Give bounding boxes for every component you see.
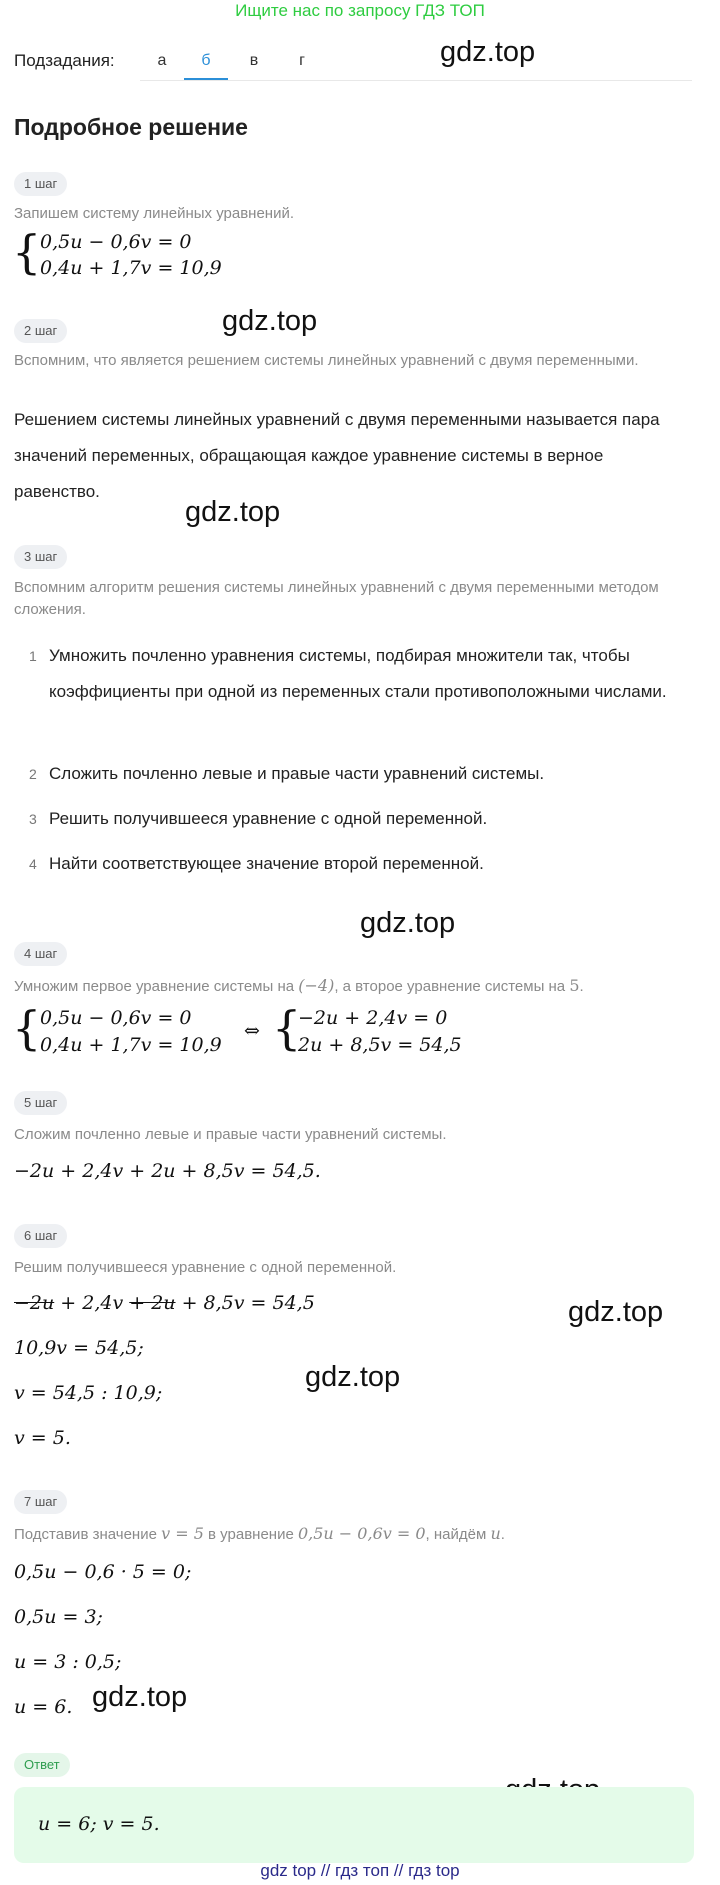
tab-a[interactable]: а [157, 52, 167, 69]
equation: −2u + 2,4v = 0 [298, 1007, 448, 1029]
step-badge: 4 шаг [14, 942, 67, 966]
watermark: gdz.top [568, 1296, 664, 1328]
watermark: gdz.top [92, 1681, 188, 1713]
equation: u = 3 : 0,5; [14, 1651, 122, 1673]
step-hint: Запишем систему линейных уравнений. [14, 205, 295, 222]
answer-text: u = 6; v = 5. [38, 1813, 160, 1835]
watermark: gdz.top [185, 496, 281, 528]
step-hint: Вспомним алгоритм решения системы линейных уравнений с двумя переменными методом сложения. [14, 579, 659, 618]
equation: u = 6. [14, 1696, 73, 1718]
equation: 10,9v = 54,5; [14, 1337, 144, 1359]
step-badge: 6 шаг [14, 1224, 67, 1248]
list-item-text: Решить получившееся уравнение с одной переменной. [49, 809, 488, 828]
hint-math: (−4) [298, 976, 335, 995]
equation: 2u + 8,5v = 54,5 [298, 1034, 462, 1056]
hint-math: 0,5u − 0,6v = 0 [297, 1524, 426, 1543]
equation: v = 5. [14, 1427, 71, 1449]
answer-badge: Ответ [14, 1753, 70, 1777]
step-hint: Решим получившееся уравнение с одной переменной. [14, 1259, 397, 1276]
list-item-text: Сложить почленно левые и правые части уравнений системы. [49, 764, 545, 783]
equivalence-arrow: ⇔ [244, 1020, 260, 1042]
hint-text: Умножим первое уравнение системы на [14, 978, 299, 995]
watermark: gdz.top [440, 36, 536, 68]
equation: 0,5u − 0,6v = 0 [40, 1007, 192, 1029]
hint-text: в уравнение [203, 1526, 298, 1543]
footer-link[interactable]: гдз top [408, 1861, 460, 1880]
list-item-text: Умножить почленно уравнения системы, подбирая множители так, чтобы коэффициенты при одной из переменных стали противоположными числами. [49, 646, 667, 701]
hint-text: Подставив значение [14, 1526, 162, 1543]
step-hint [14, 975, 664, 998]
footer-separator: // [393, 1861, 404, 1880]
step-badge: 7 шаг [14, 1490, 67, 1514]
step-badge: 1 шаг [14, 172, 67, 196]
step-badge: 5 шаг [14, 1091, 67, 1115]
hint-text: . [579, 978, 584, 995]
tabs-divider [140, 80, 692, 81]
hint-text: . [500, 1526, 505, 1543]
equation: 0,5u − 0,6v = 0 [40, 231, 192, 253]
hint-math: u [490, 1524, 501, 1543]
equation: v = 54,5 : 10,9; [14, 1382, 163, 1404]
hint-math: v = 5 [161, 1524, 204, 1543]
system-brace: { [12, 225, 42, 279]
footer-separator: // [320, 1861, 331, 1880]
equation: −2u + 2,4v + 2u + 8,5v = 54,5. [14, 1160, 321, 1182]
equation [14, 1292, 315, 1314]
tab-v[interactable]: в [249, 52, 259, 69]
footer-link[interactable]: гдз топ [335, 1861, 390, 1880]
step-hint: Сложим почленно левые и правые части уравнений системы. [14, 1126, 447, 1143]
hint-math: 5 [569, 976, 580, 995]
watermark: gdz.top [360, 907, 456, 939]
cancelled-term: −2u [14, 1292, 55, 1314]
equation: 0,4u + 1,7v = 10,9 [40, 257, 222, 279]
footer-links [0, 1861, 720, 1881]
hint-text: , найдём [425, 1526, 491, 1543]
equation: 0,4u + 1,7v = 10,9 [40, 1034, 222, 1056]
system-brace: { [272, 1001, 302, 1055]
footer-link[interactable]: gdz top [260, 1861, 317, 1880]
list-item-number: 2 [29, 766, 37, 782]
step-badge: 3 шаг [14, 545, 67, 569]
definition-text: Решением системы линейных уравнений с двумя переменными называется пара значений переменных, обращающая каждое уравнение системы в верное равенство. [14, 410, 660, 501]
step-badge: 2 шаг [14, 319, 67, 343]
equation: 0,5u − 0,6 · 5 = 0; [14, 1561, 192, 1583]
hint-text: , а второе уравнение системы на [334, 978, 570, 995]
subtasks-label: Подзадания: [14, 51, 115, 70]
list-item-number: 4 [29, 856, 37, 872]
list-item-text: Найти соответствующее значение второй переменной. [49, 854, 484, 873]
list-item-number: 3 [29, 811, 37, 827]
equation-part: + 8,5v = 54,5 [175, 1292, 315, 1314]
equation: 0,5u = 3; [14, 1606, 103, 1628]
equation-part: + 2,4v [54, 1292, 130, 1314]
watermark: gdz.top [305, 1361, 401, 1393]
cancelled-term: + 2u [129, 1292, 176, 1314]
tab-b[interactable]: б [184, 44, 228, 80]
page-title: Подробное решение [14, 114, 248, 140]
list-item-number: 1 [29, 648, 37, 664]
system-brace: { [12, 1001, 42, 1055]
watermark: gdz.top [222, 305, 318, 337]
step-hint: Вспомним, что является решением системы линейных уравнений с двумя переменными. [14, 352, 639, 369]
list-item [49, 638, 689, 710]
step-hint [14, 1523, 664, 1546]
tab-g[interactable]: г [299, 52, 305, 69]
top-banner[interactable]: Ищите нас по запросу ГДЗ ТОП [235, 1, 485, 20]
